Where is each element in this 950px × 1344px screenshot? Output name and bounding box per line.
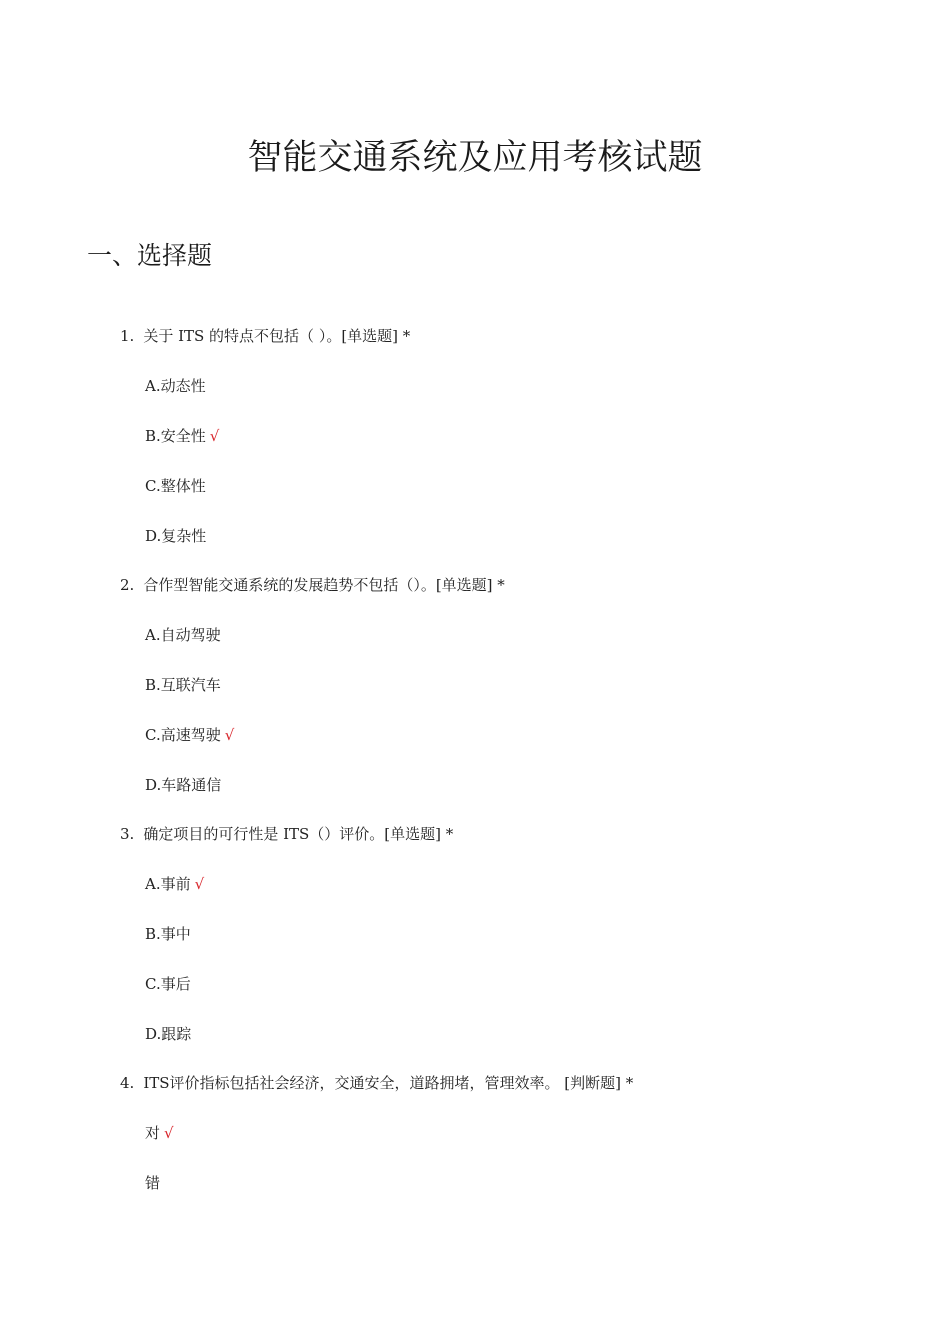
question-number: 2. — [120, 576, 135, 594]
option-3-c — [145, 973, 195, 995]
question-text: 合作型智能交通系统的发展趋势不包括（）。[单选题] * — [143, 576, 505, 594]
question-4 — [120, 1072, 633, 1094]
check-mark-icon: √ — [209, 427, 220, 445]
question-text: 确定项目的可行性是 ITS（）评价。[单选题] * — [143, 825, 454, 843]
option-2-a — [145, 624, 225, 646]
option-label: A.动态性 — [145, 377, 206, 395]
option-label: D.复杂性 — [145, 527, 207, 545]
question-3 — [120, 823, 453, 845]
option-2-b — [145, 674, 225, 696]
option-1-c — [145, 475, 210, 497]
option-3-a — [145, 873, 204, 895]
option-4-false — [145, 1172, 164, 1194]
option-label: B.互联汽车 — [145, 676, 221, 694]
question-text: ITS评价指标包括社会经济，交通安全，道路拥堵，管理效率。 [判断题] * — [143, 1074, 634, 1092]
option-1-b — [145, 425, 219, 447]
check-mark-icon: √ — [224, 726, 235, 744]
question-2 — [120, 574, 505, 596]
option-label: 对 — [145, 1124, 161, 1142]
question-1 — [120, 325, 410, 347]
option-label: C.高速驾驶 — [145, 726, 221, 744]
option-label: 错 — [145, 1174, 161, 1192]
option-label: A.事前 — [145, 875, 191, 893]
check-mark-icon: √ — [194, 875, 205, 893]
option-label: C.整体性 — [145, 477, 206, 495]
option-2-d — [145, 774, 225, 796]
option-1-a — [145, 375, 210, 397]
option-label: A.自动驾驶 — [145, 626, 221, 644]
question-number: 4. — [120, 1074, 135, 1092]
option-label: D.跟踪 — [145, 1025, 192, 1043]
option-label: B.事中 — [145, 925, 191, 943]
option-label: B.安全性 — [145, 427, 206, 445]
option-3-d — [145, 1023, 195, 1045]
question-number: 1. — [120, 327, 135, 345]
option-label: C.事后 — [145, 975, 191, 993]
section-title: 一、选择题 — [87, 241, 213, 270]
option-4-true — [145, 1122, 174, 1144]
option-3-b — [145, 923, 195, 945]
option-label: D.车路通信 — [145, 776, 222, 794]
question-number: 3. — [120, 825, 135, 843]
document-title: 智能交通系统及应用考核试题 — [247, 138, 703, 178]
check-mark-icon: √ — [164, 1124, 174, 1142]
option-1-d — [145, 525, 210, 547]
option-2-c — [145, 724, 234, 746]
question-text: 关于 ITS 的特点不包括（ ）。[单选题] * — [143, 327, 411, 345]
